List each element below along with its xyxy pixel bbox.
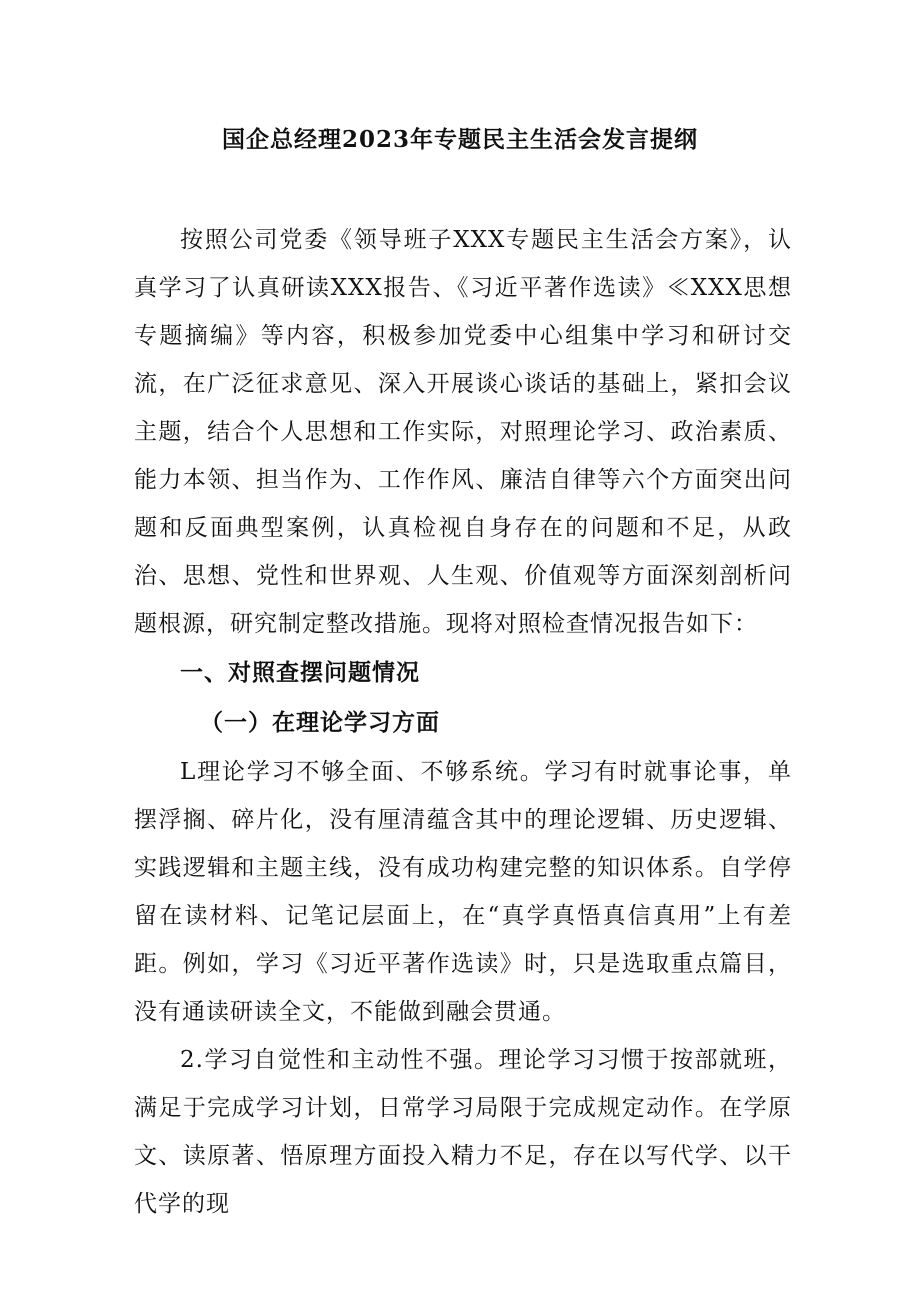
section-heading: 一、对照查摆问题情况 — [180, 659, 420, 686]
item-2-paragraph: 2.学习自觉性和主动性不强。理论学习习惯于按部就班，满足于完成学习计划，日常学习局限于完成规定动作。在学原文、读原著、悟原理方面投入精力不足，存在以写代学、以干代学的现 — [134, 1047, 792, 1217]
document-body — [134, 216, 792, 1228]
intro-paragraph: 按照公司党委《领导班子XXX专题民主生活会方案》，认真学习了认真研读XXX报告、《习近平著作选读》≪XXX思想专题摘编》等内容，积极参加党委中心组集中学习和研讨交流，在广泛征求意见、深入开展谈心谈话的基础上，紧扣会议主题，结合个人思想和工作实际，对照理论学习、政治素质、能力本领、担当作为、工作作风、廉洁自律等六个方面突出问题和反面典型案例，认真检视自身存在的问题和不足，从政治、思想、党性和世界观、人生观、价值观等方面深刻剖析问题根源，研究制定整改措施。现将对照检查情况报告如下： — [134, 227, 792, 637]
subsection-heading: （一）在理论学习方面 — [200, 709, 440, 736]
document-title: 国企总经理2023年专题民主生活会发言提纲 — [221, 126, 698, 153]
item-1-paragraph: L理论学习不够全面、不够系统。学习有时就事论事，单摆浮搁、碎片化，没有厘清蕴含其中的理论逻辑、历史逻辑、实践逻辑和主题主线，没有成功构建完整的知识体系。自学停留在读材料、记笔记层面上，在“真学真悟真信真用”上有差距。例如，学习《习近平著作选读》时，只是选取重点篇目，没有通读研读全文，不能做到融会贯通。 — [134, 759, 792, 1025]
